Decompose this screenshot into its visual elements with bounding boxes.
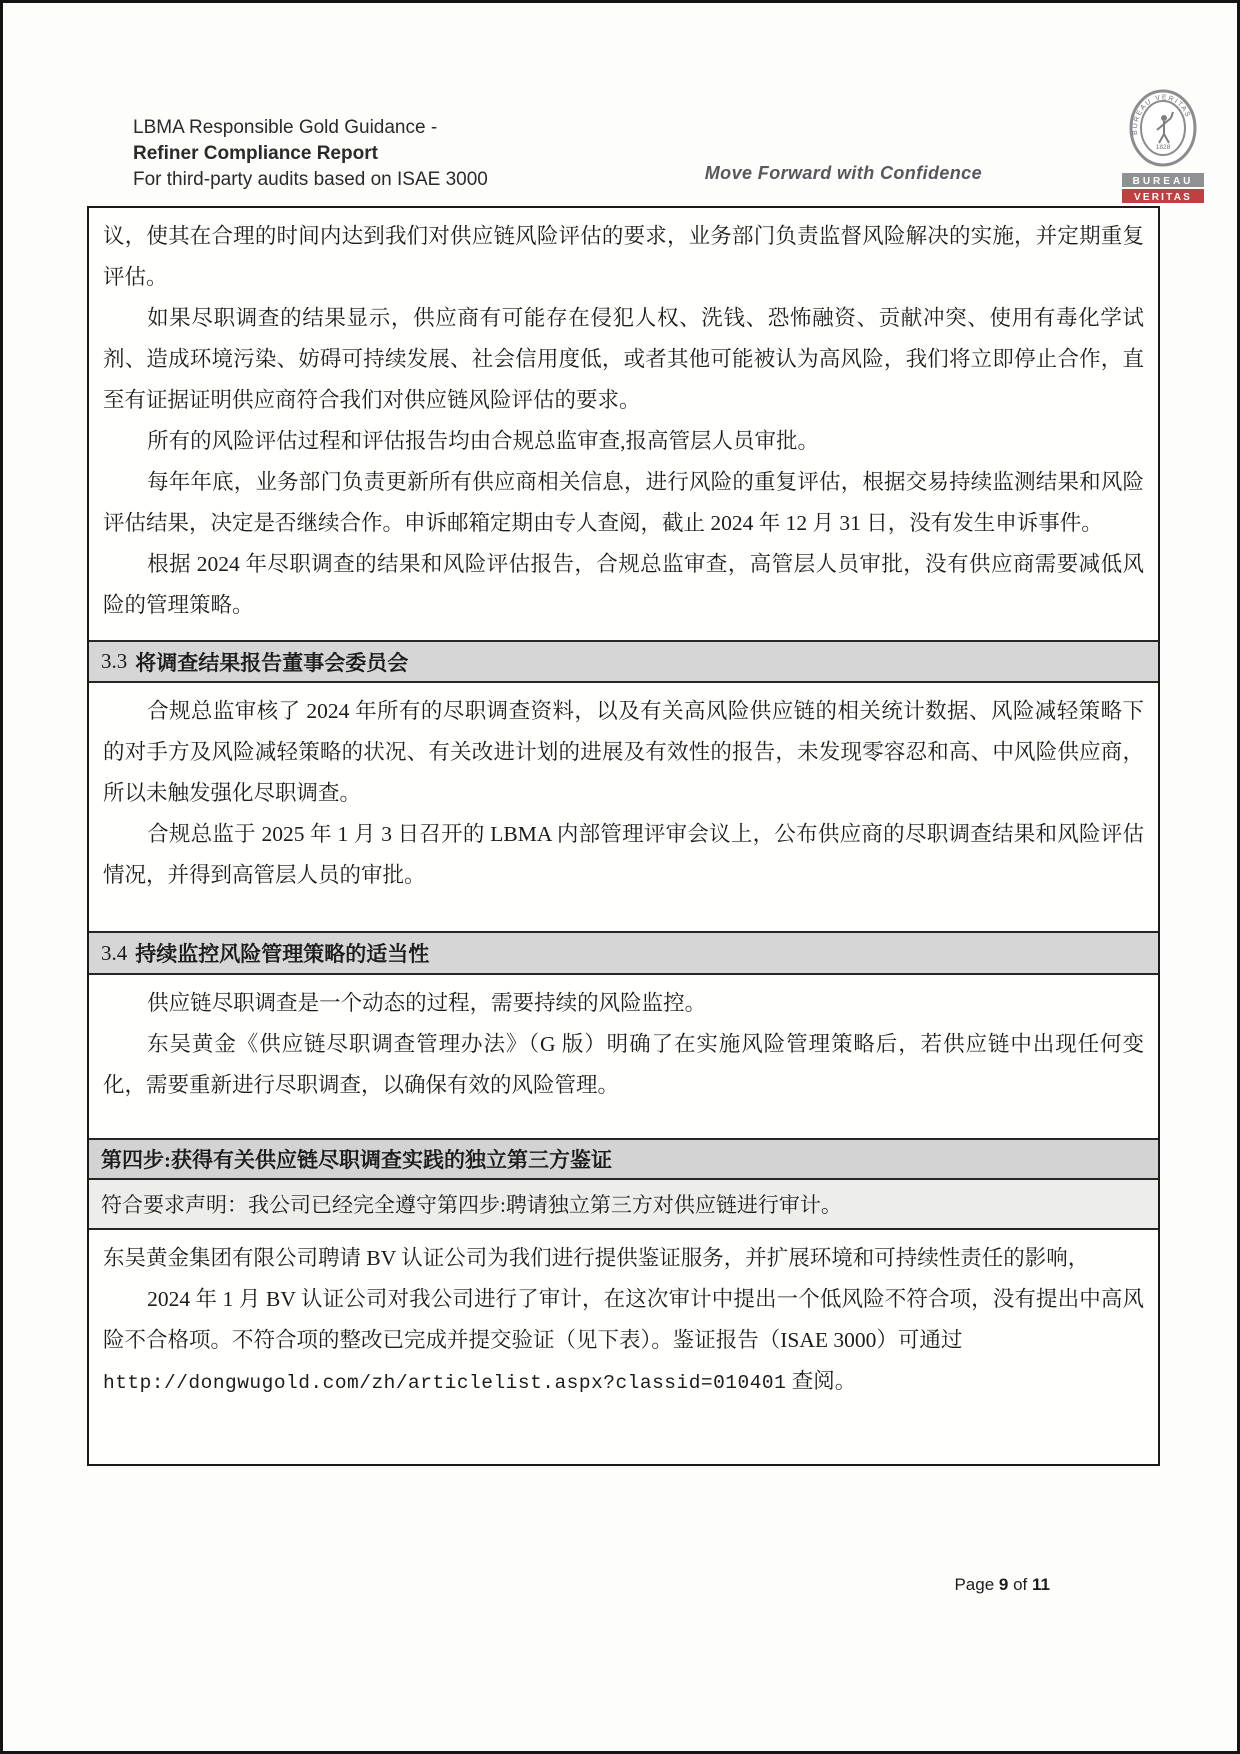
paragraph: 合规总监于 2025 年 1 月 3 日召开的 LBMA 内部管理评审会议上，公布供应商的尽职调查结果和风险评估情况，并得到高管层人员的审批。	[103, 822, 1144, 887]
bv-tagline: Move Forward with Confidence	[704, 163, 982, 183]
report-title-line1: LBMA Responsible Gold Guidance -	[133, 117, 438, 138]
url-suffix-text: 查阅。	[786, 1369, 857, 1393]
paragraph: 供应链尽职调查是一个动态的过程，需要持续的风险监控。	[147, 991, 707, 1015]
logo-arc-text: BUREAU VERITAS	[1131, 94, 1192, 135]
paragraph: 每年年底，业务部门负责更新所有供应商相关信息，进行风险的重复评估，根据交易持续监测结果和风险评估结果，决定是否继续合作。申诉邮箱定期由专人查阅，截止 2024 年 12 月 31 日，没有发生申诉事件。	[103, 470, 1144, 535]
paragraph: 东吴黄金《供应链尽职调查管理办法》（G 版）明确了在实施风险管理策略后，若供应链中出现任何变化，需要重新进行尽职调查，以确保有效的风险管理。	[103, 1032, 1144, 1097]
report-body-box	[87, 206, 1160, 1466]
section-number: 3.4	[101, 940, 128, 965]
logo-year: 1828	[1155, 144, 1171, 151]
step-4-title: 第四步:获得有关供应链尽职调查实践的独立第三方鉴证	[101, 1148, 612, 1172]
section-title: 将调查结果报告董事会委员会	[135, 650, 409, 675]
footer-page-number: 9	[998, 1575, 1009, 1594]
footer-page-word: Page	[954, 1575, 995, 1594]
compliance-statement: 符合要求声明：我公司已经完全遵守第四步:聘请独立第三方对供应链进行审计。	[101, 1193, 842, 1217]
paragraph: 所有的风险评估过程和评估报告均由合规总监审查,报高管层人员审批。	[147, 429, 819, 453]
section-3-3-content	[89, 683, 1158, 931]
bureau-veritas-logo	[1122, 87, 1204, 205]
paragraph: 根据 2024 年尽职调查的结果和风险评估报告，合规总监审查，高管层人员审批，没有供应商需要减低风险的管理策略。	[103, 552, 1144, 617]
paragraph: 合规总监审核了 2024 年所有的尽职调查资料，以及有关高风险供应链的相关统计数据、风险减轻策略下的对手方及风险减轻策略的状况、有关改进计划的进展及有效性的报告，未发现零容忍和高、中风险供应商，所以未触发强化尽职调查。	[103, 699, 1144, 805]
report-url: http://dongwugold.com/zh/articlelist.aspx?classid=010401	[103, 1372, 787, 1394]
footer-total-pages: 11	[1032, 1575, 1050, 1594]
paragraph: 如果尽职调查的结果显示，供应商有可能存在侵犯人权、洗钱、恐怖融资、贡献冲突、使用有毒化学试剂、造成环境污染、妨碍可持续发展、社会信用度低，或者其他可能被认为高风险，我们将立即停止合作，直至有证据证明供应商符合我们对供应链风险评估的要求。	[103, 306, 1144, 412]
section-number: 3.3	[101, 649, 128, 673]
report-url-line	[103, 1361, 1144, 1404]
section-title: 持续监控风险管理策略的适当性	[135, 942, 430, 966]
footer-of-word: of	[1013, 1575, 1028, 1594]
step-4-header	[89, 1138, 1158, 1180]
section-3-4-content	[89, 975, 1158, 1138]
paragraph: 2024 年 1 月 BV 认证公司对我公司进行了审计，在这次审计中提出一个低风险不符合项，没有提出中高风险不合格项。不符合项的整改已完成并提交验证（见下表）。鉴证报告（ISAE 3000）可通过	[103, 1287, 1144, 1352]
logo-veritas-text: VERITAS	[1134, 192, 1192, 203]
compliance-statement-row	[89, 1180, 1158, 1230]
paragraph: 议，使其在合理的时间内达到我们对供应链风险评估的要求，业务部门负责监督风险解决的实施，并定期重复评估。	[103, 224, 1144, 289]
section-3-3-header	[89, 640, 1158, 683]
intro-section	[89, 208, 1158, 640]
report-title-line2: Refiner Compliance Report	[133, 143, 378, 164]
paragraph: 东吴黄金集团有限公司聘请 BV 认证公司为我们进行提供鉴证服务，并扩展环境和可持续性责任的影响，	[103, 1246, 1090, 1270]
page-footer	[954, 1575, 1050, 1595]
logo-bureau-text: BUREAU	[1132, 176, 1194, 187]
section-3-4-header	[89, 931, 1158, 975]
report-title-line3: For third-party audits based on ISAE 3000	[133, 169, 488, 190]
report-header	[133, 115, 488, 193]
step-4-content	[89, 1230, 1158, 1464]
